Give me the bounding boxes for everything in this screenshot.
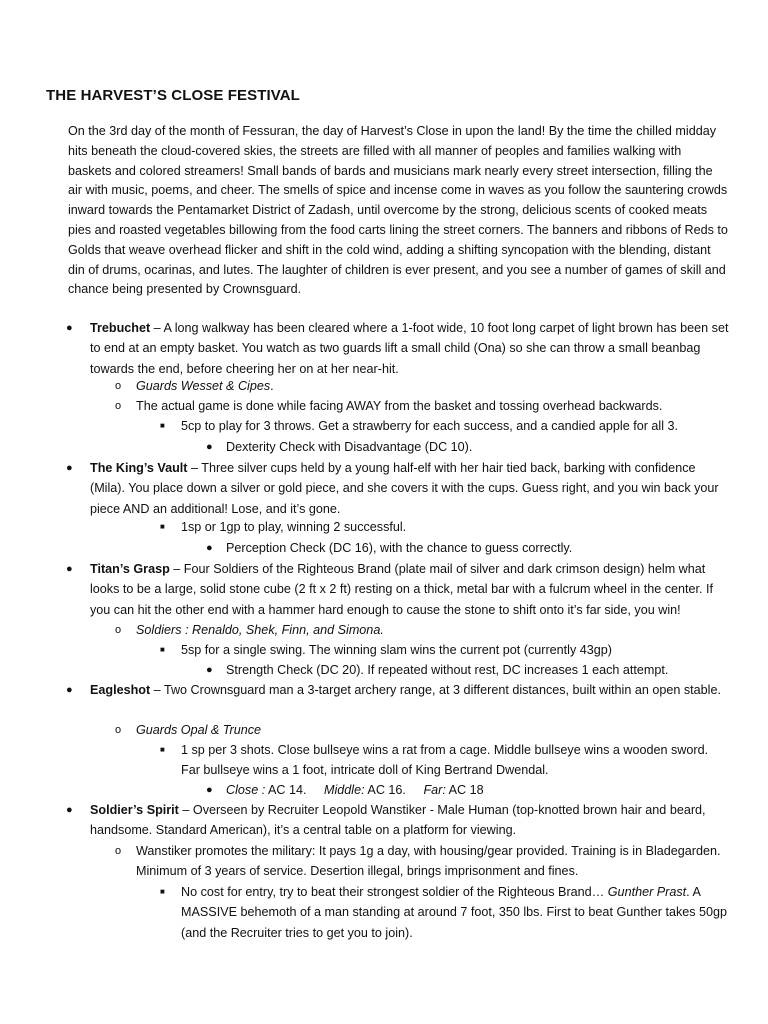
bullet-marker: ● [66, 462, 73, 474]
square-bullet-marker: ■ [160, 745, 165, 754]
game-description: – Three silver cups held by a young half-elf with her hair tied back, barking with confidence (Mila). You place down a silver or gold piece, and she covers it with the cups. Guess right, and you win back your piece AND an additional! Lose, and it’s gone. [90, 461, 719, 516]
list-item-eagleshot [90, 680, 730, 700]
bullet-marker: ● [206, 542, 213, 554]
bullet-marker: ● [66, 322, 73, 334]
price-item: 5sp for a single swing. The winning slam wins the current pot (currently 43gp) [181, 643, 612, 657]
page-title: THE HARVEST’S CLOSE FESTIVAL [46, 87, 300, 104]
game-description: – Two Crownsguard man a 3-target archery range, at 3 different distances, built within an open stable. [150, 683, 721, 697]
close-value: AC 14. [265, 783, 307, 797]
list-item-titans-grasp [90, 559, 730, 620]
game-description: – Overseen by Recruiter Leopold Wanstiker - Male Human (top-knotted brown hair and beard, handsome. Standard American), it’s a central table on a platform for viewing. [90, 803, 706, 838]
bullet-marker: ● [206, 784, 213, 796]
bullet-marker: ● [66, 804, 73, 816]
sub-bullet-marker: o [115, 724, 122, 736]
soldiers-names: Soldiers : Renaldo, Shek, Finn, and Simona. [136, 623, 384, 637]
middle-label: Middle: [324, 783, 365, 797]
check-item: Strength Check (DC 20). If repeated without rest, DC increases 1 each attempt. [226, 663, 669, 677]
check-item: Perception Check (DC 16), with the chance to guess correctly. [226, 541, 573, 555]
game-name: The King’s Vault [90, 461, 188, 475]
challenge-text-cont: . A MASSIVE behemoth of a man standing at around 7 foot, 350 lbs. First to beat Gunther takes 50gp (and the Recruiter tries to get you to join). [181, 885, 728, 940]
middle-value: AC 16. [364, 783, 406, 797]
bullet-marker: ● [66, 563, 73, 575]
sub-item-rule: The actual game is done while facing AWAY from the basket and tossing overhead backwards. [136, 399, 663, 413]
bullet-marker: ● [206, 441, 213, 453]
square-bullet-marker: ■ [160, 421, 165, 430]
sub-item-guards: Guards Wesset & Cipes. [136, 379, 274, 393]
price-item: 1sp or 1gp to play, winning 2 successful. [181, 520, 407, 534]
sub-item-military-promo: Wanstiker promotes the military: It pays 1g a day, with housing/gear provided. Training is in Bladegarden. Minimum of 3 years of service. Desertion illegal, brings imprisonment and fines. [136, 844, 721, 879]
list-item-trebuchet [90, 318, 730, 379]
check-item: Dexterity Check with Disadvantage (DC 10). [226, 440, 473, 454]
guards-names: Guards Wesset & Cipes [136, 379, 271, 393]
sub-bullet-marker: o [115, 380, 122, 392]
sub-bullet-marker: o [115, 624, 122, 636]
sub-bullet-marker: o [115, 400, 122, 412]
challenge-item [181, 882, 730, 943]
price-item: 1 sp per 3 shots. Close bullseye wins a rat from a cage. Middle bullseye wins a wooden sword. Far bullseye wins a 1 foot, intricate doll of King Bertrand Dwendal. [181, 743, 709, 778]
intro-paragraph: On the 3rd day of the month of Fessuran, the day of Harvest’s Close in upon the land! By the time the chilled midday hits beneath the cloud-covered skies, the streets are filled with all manner of peoples and families walking with baskets and colored streamers! Small bands of bards and musicians mark nearly every street intersection, filling the air with music, poems, and cheer. The smells of spice and incense come in waves as you follow the sauntering crowds inward towards the Pentamarket District of Zadash, until overcome by the strong, delicious scents of cooked meats pies and roasted vegetables billowing from the food carts lining the street corners. The banners and ribbons of Reds to Golds that weave overhead flicker and shift in the cold wind, adding a shifting syncopation with the blending, distant din of drums, ocarinas, and lutes. The laughter of children is ever present, and you see a number of games of skill and chance being presented by Crownsguard. [68, 124, 728, 297]
close-label: Close : [226, 783, 266, 797]
sub-bullet-marker: o [115, 845, 122, 857]
square-bullet-marker: ■ [160, 645, 165, 654]
challenge-text: No cost for entry, try to beat their strongest soldier of the Righteous Brand… [181, 885, 608, 899]
square-bullet-marker: ■ [160, 887, 165, 896]
game-name: Eagleshot [90, 683, 151, 697]
square-bullet-marker: ■ [160, 522, 165, 531]
sub-item-guards [136, 720, 730, 740]
sub-item-soldiers [136, 620, 730, 640]
bullet-marker: ● [66, 684, 73, 696]
game-name: Titan’s Grasp [90, 562, 170, 576]
bullet-marker: ● [206, 664, 213, 676]
armor-class-item [226, 780, 730, 800]
game-name: Trebuchet [90, 321, 151, 335]
champion-name: Gunther Prast [607, 885, 687, 899]
price-item: 5cp to play for 3 throws. Get a strawberry for each success, and a candied apple for all 3. [181, 419, 679, 433]
far-label: Far: [423, 783, 446, 797]
list-item-soldiers-spirit [90, 800, 730, 841]
guards-names: Guards Opal & Trunce [136, 723, 262, 737]
game-description: – Four Soldiers of the Righteous Brand (plate mail of silver and dark crimson design) helm what looks to be a large, solid stone cube (2 ft x 2 ft) resting on a thick, metal bar with a fulcrum wheel in the center. If you can hit the other end with a hammer hard enough to cause the stone to shift onto it’s far side, you win! [90, 562, 714, 617]
game-name: Soldier’s Spirit [90, 803, 179, 817]
game-description: – A long walkway has been cleared where a 1-foot wide, 10 foot long carpet of light brown has been set to end at an empty basket. You watch as two guards lift a small child (Ona) so she can throw a small beanbag towards the end, before cheering her on at her near-hit. [90, 321, 729, 376]
far-value: AC 18 [445, 783, 484, 797]
list-item-kings-vault [90, 458, 730, 519]
